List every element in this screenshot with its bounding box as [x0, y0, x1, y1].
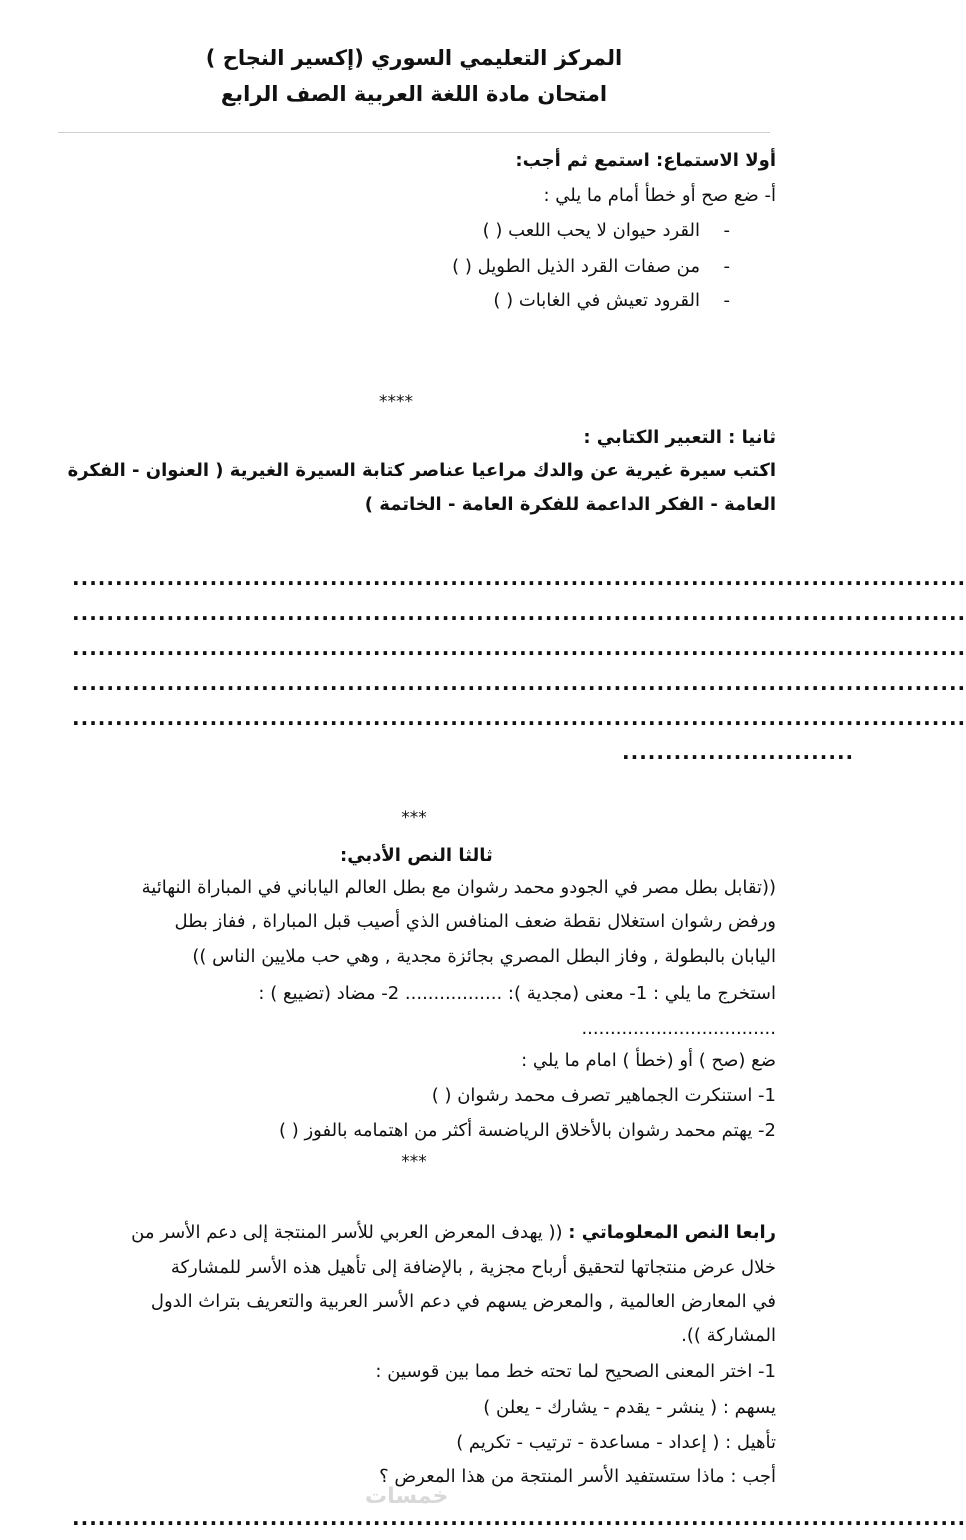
separator-stars: ****: [379, 392, 413, 412]
passage-line: ((تقابل بطل مصر في الجودو محمد رشوان مع بطل العالم الياباني في المباراة النهائية: [141, 877, 776, 898]
bullet: -: [723, 256, 730, 277]
watermark: خمسات: [365, 1484, 449, 1509]
answer-line[interactable]: ........................................................................................................: [72, 566, 966, 590]
school-title: المركز التعليمي السوري (إكسير النجاح ): [205, 46, 623, 70]
question-1: 1- اختر المعنى الصحيح لما تحته خط مما بين قوسين :: [375, 1361, 776, 1382]
item-text: القرود تعيش في الغابات ( ): [493, 290, 700, 311]
passage-text: (( يهدف المعرض العربي للأسر المنتجة إلى دعم الأسر من: [131, 1222, 569, 1243]
question-1a: يسهم : ( ينشر - يقدم - يشارك - يعلن ): [483, 1397, 776, 1418]
answer-line[interactable]: ...........................: [622, 740, 855, 764]
list-item: [493, 290, 730, 311]
tf-item: 2- يهتم محمد رشوان بالأخلاق الرياضسة أكثر من اهتمامه بالفوز ( ): [278, 1120, 776, 1141]
list-item: [452, 256, 730, 277]
question-2: أجب : ماذا ستستفيد الأسر المنتجة من هذا المعرض ؟: [379, 1466, 776, 1487]
bullet: -: [723, 220, 730, 241]
section2-line2: العامة - الفكر الداعمة للفكرة العامة - الخاتمة ): [364, 494, 776, 515]
section2-heading: ثانيا : التعبير الكتابي :: [583, 427, 776, 448]
passage-line: خلال عرض منتجاتها لتحقيق أرباح مجزية , بالإضافة إلى تأهيل هذه الأسر للمشاركة: [170, 1257, 776, 1278]
answer-line[interactable]: ........................................................................................................: [72, 601, 966, 625]
answer-line[interactable]: ........................................................................................................: [72, 636, 966, 660]
tf-instruction: ضع (صح ) أو (خطأ ) امام ما يلي :: [521, 1050, 776, 1071]
question-1b: تأهيل : ( إعداد - مساعدة - ترتيب - تكريم ): [456, 1432, 776, 1453]
exam-title: امتحان مادة اللغة العربية الصف الرابع: [220, 82, 608, 106]
list-item: [483, 220, 730, 241]
answer-line[interactable]: ........................................................................................................: [72, 706, 966, 730]
passage-line: في المعارض العالمية , والمعرض يسهم في دعم الأسر العربية والتعريف بتراث الدول: [150, 1291, 776, 1312]
tf-item: 1- استنكرت الجماهير تصرف محمد رشوان ( ): [431, 1085, 776, 1106]
section1-instruction: أ- ضع صح أو خطأ أمام ما يلي :: [543, 185, 776, 206]
answer-line[interactable]: ..................................: [581, 1018, 776, 1039]
section1-heading: أولا الاستماع: استمع ثم أجب:: [515, 150, 776, 171]
bullet: -: [723, 290, 730, 311]
passage-line: اليابان بالبطولة , وفاز البطل المصري بجائزة مجدية , وهي حب ملايين الناس )): [192, 946, 776, 967]
header-divider: [58, 132, 770, 133]
item-text: من صفات القرد الذيل الطويل ( ): [452, 256, 700, 277]
answer-line[interactable]: ........................................................................................................: [72, 671, 966, 695]
section4-first-line: [131, 1222, 776, 1243]
passage-line: المشاركة )).: [681, 1325, 776, 1346]
extract-question: استخرج ما يلي : 1- معنى (مجدية ): ................. 2- مضاد (تضييع ) :: [258, 983, 776, 1004]
section2-line1: اكتب سيرة غيرية عن والدك مراعيا عناصر كتابة السيرة الغيرية ( العنوان - الفكرة: [67, 460, 776, 481]
answer-line[interactable]: ........................................................................................................: [72, 1506, 966, 1530]
separator-stars: ***: [401, 808, 427, 828]
item-text: القرد حيوان لا يحب اللعب ( ): [482, 220, 700, 241]
separator-stars: ***: [401, 1152, 427, 1172]
section4-heading: رابعا النص المعلوماتي :: [568, 1222, 776, 1243]
passage-line: ورفض رشوان استغلال نقطة ضعف المنافس الذي أصيب قبل المباراة , ففاز بطل: [174, 911, 776, 932]
section3-heading: ثالثا النص الأدبي:: [340, 845, 493, 866]
